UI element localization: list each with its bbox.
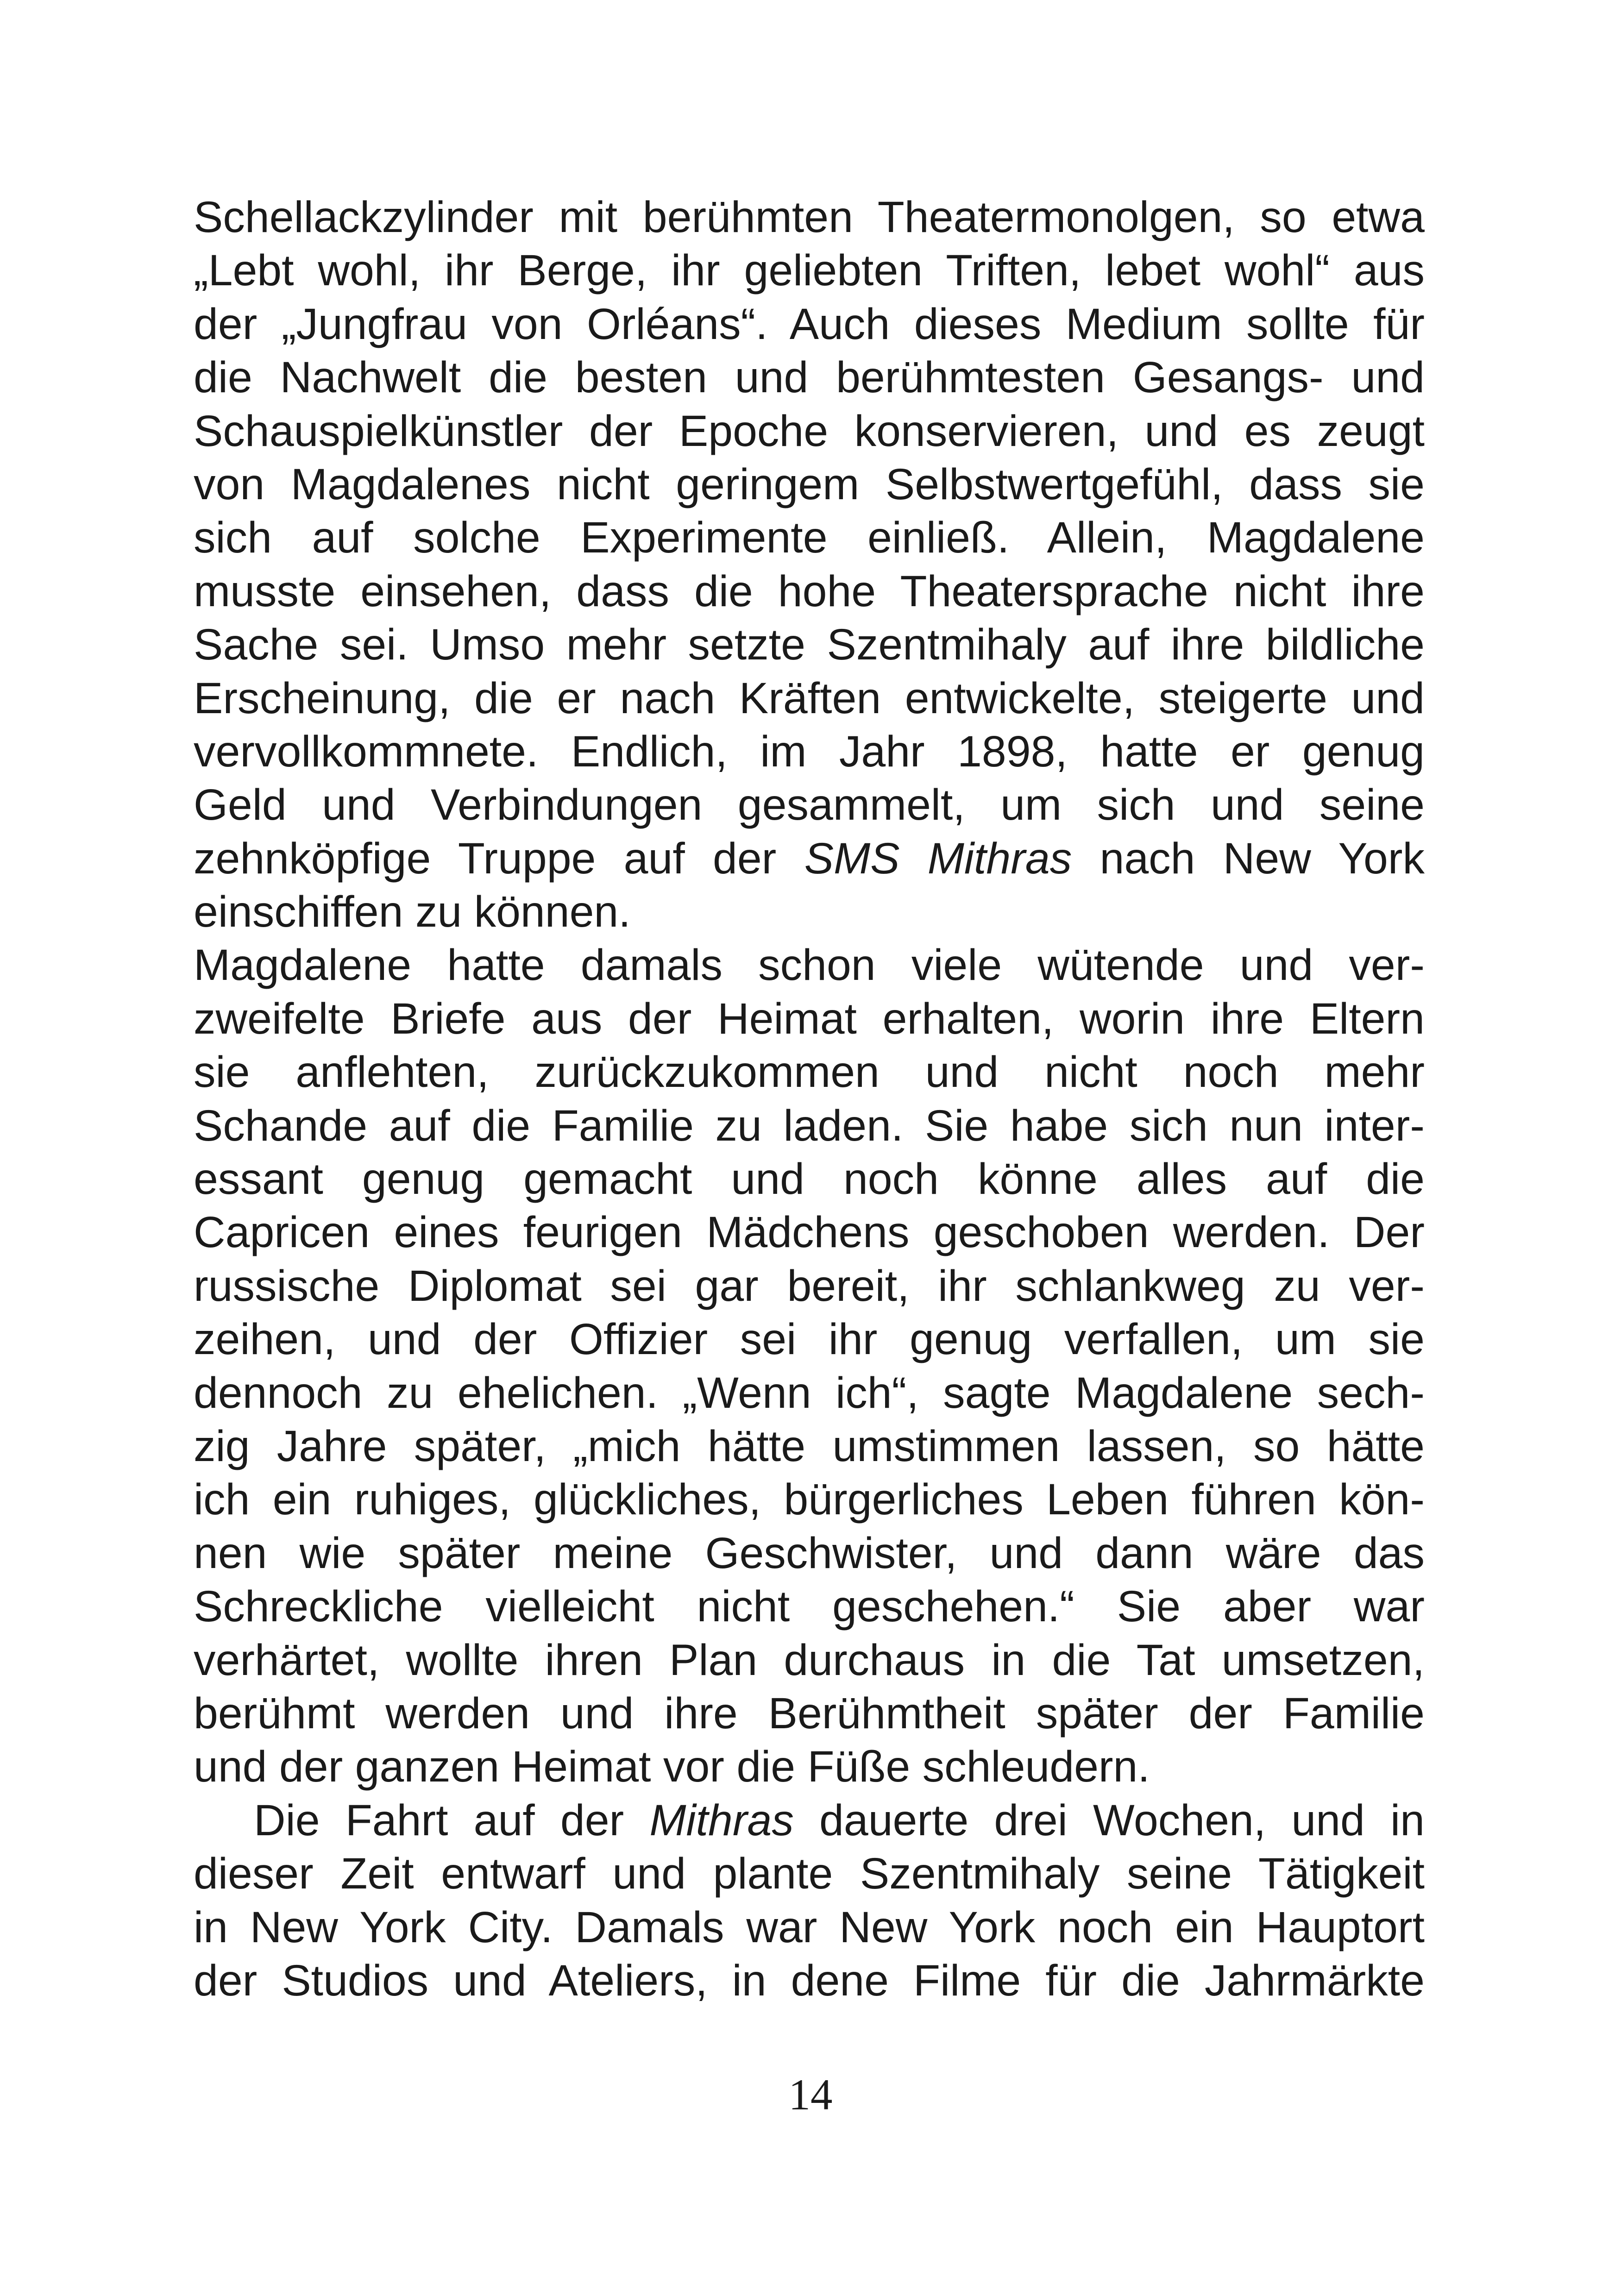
text-segment: Die Fahrt auf der xyxy=(254,1795,650,1845)
text-segment: Geld und Verbindungen gesammelt, um sich und seine xyxy=(194,780,1425,830)
text-segment: Schreckliche vielleicht nicht geschehen.“ Sie aber war xyxy=(194,1582,1425,1631)
text-segment: Magdalene hatte damals schon viele wütende und ver- xyxy=(194,941,1425,990)
text-segment: nen wie später meine Geschwister, und dann wäre das xyxy=(194,1528,1425,1578)
text-segment: in New York City. Damals war New York noch ein Hauptort xyxy=(194,1902,1425,1952)
paragraph xyxy=(194,191,1425,939)
text-segment: Erscheinung, die er nach Kräften entwickelte, steigerte und xyxy=(194,673,1425,723)
text-segment: nach New York xyxy=(1072,834,1425,883)
text-segment: russische Diplomat sei gar bereit, ihr schlankweg zu ver- xyxy=(194,1261,1425,1311)
text-line xyxy=(194,1527,1425,1580)
text-segment: zig Jahre später, „mich hätte umstimmen lassen, so hätte xyxy=(194,1421,1425,1471)
text-line xyxy=(194,565,1425,618)
text-line xyxy=(194,511,1425,565)
text-line xyxy=(194,298,1425,351)
text-line xyxy=(194,1260,1425,1313)
text-line xyxy=(194,672,1425,725)
italic-title: SMS Mithras xyxy=(804,834,1072,883)
text-line xyxy=(194,1901,1425,1954)
text-segment: berühmt werden und ihre Berühmtheit später der Familie xyxy=(194,1688,1425,1738)
text-line xyxy=(194,1580,1425,1633)
text-line xyxy=(194,1794,1425,1847)
page-number: 14 xyxy=(788,2070,833,2119)
text-segment: einschiffen zu können. xyxy=(194,887,631,937)
text-line xyxy=(194,1473,1425,1526)
text-line xyxy=(194,1206,1425,1259)
text-segment: vervollkommnete. Endlich, im Jahr 1898, hatte er genug xyxy=(194,727,1425,776)
text-segment: sich auf solche Experimente einließ. Allein, Magdalene xyxy=(194,513,1425,563)
text-line xyxy=(194,1634,1425,1687)
text-line xyxy=(194,1367,1425,1420)
paragraph xyxy=(194,1794,1425,2008)
text-line xyxy=(194,1046,1425,1099)
text-line xyxy=(194,832,1425,885)
text-line xyxy=(194,1420,1425,1473)
text-line xyxy=(194,725,1425,778)
text-segment: „Lebt wohl, ihr Berge, ihr geliebten Triften, lebet wohl“ aus xyxy=(194,246,1425,295)
italic-title: Mithras xyxy=(649,1795,794,1845)
text-segment: zweifelte Briefe aus der Heimat erhalten, worin ihre Eltern xyxy=(194,994,1425,1043)
text-segment: essant genug gemacht und noch könne alles auf die xyxy=(194,1154,1425,1204)
text-segment: sie anflehten, zurückzukommen und nicht noch mehr xyxy=(194,1048,1425,1097)
text-segment: Capricen eines feurigen Mädchens geschoben werden. Der xyxy=(194,1208,1425,1257)
text-line xyxy=(194,1153,1425,1206)
text-line xyxy=(194,244,1425,297)
text-line xyxy=(194,1313,1425,1366)
text-line xyxy=(194,618,1425,671)
text-segment: und der ganzen Heimat vor die Füße schleudern. xyxy=(194,1742,1150,1792)
text-segment: von Magdalenes nicht geringem Selbstwertgefühl, dass sie xyxy=(194,459,1425,509)
text-segment: Schauspielkünstler der Epoche konservieren, und es zeugt xyxy=(194,406,1425,456)
text-segment: musste einsehen, dass die hohe Theatersprache nicht ihre xyxy=(194,566,1425,616)
text-line xyxy=(194,1740,1425,1794)
text-segment: zehnköpfige Truppe auf der xyxy=(194,834,804,883)
text-line xyxy=(194,1954,1425,2007)
text-segment: Sache sei. Umso mehr setzte Szentmihaly auf ihre bildliche xyxy=(194,620,1425,670)
text-segment: ich ein ruhiges, glückliches, bürgerliches Leben führen kön- xyxy=(194,1475,1425,1524)
text-segment: dieser Zeit entwarf und plante Szentmihaly seine Tätigkeit xyxy=(194,1849,1425,1899)
text-line xyxy=(194,939,1425,992)
text-line xyxy=(194,885,1425,939)
text-segment: Schellackzylinder mit berühmten Theatermonolgen, so etwa xyxy=(194,193,1425,242)
text-segment: dennoch zu ehelichen. „Wenn ich“, sagte Magdalene sech- xyxy=(194,1368,1425,1418)
text-line xyxy=(194,351,1425,404)
text-line xyxy=(194,405,1425,458)
text-segment: zeihen, und der Offizier sei ihr genug verfallen, um sie xyxy=(194,1315,1425,1364)
text-segment: der Studios und Ateliers, in dene Filme für die Jahrmärkte xyxy=(194,1956,1425,2005)
text-line xyxy=(194,458,1425,511)
text-line xyxy=(194,191,1425,244)
paragraph xyxy=(194,939,1425,1794)
text-line xyxy=(194,992,1425,1046)
text-line xyxy=(194,1847,1425,1901)
text-segment: der „Jungfrau von Orléans“. Auch dieses Medium sollte für xyxy=(194,299,1425,349)
text-line xyxy=(194,778,1425,832)
text-line xyxy=(194,1099,1425,1153)
text-segment: dauerte drei Wochen, und in xyxy=(793,1795,1425,1845)
text-segment: die Nachwelt die besten und berühmtesten Gesangs- und xyxy=(194,353,1425,402)
text-segment: Schande auf die Familie zu laden. Sie habe sich nun inter- xyxy=(194,1101,1425,1150)
text-segment: verhärtet, wollte ihren Plan durchaus in die Tat umsetzen, xyxy=(194,1635,1425,1685)
body-text xyxy=(194,191,1425,2007)
text-line xyxy=(194,1687,1425,1740)
